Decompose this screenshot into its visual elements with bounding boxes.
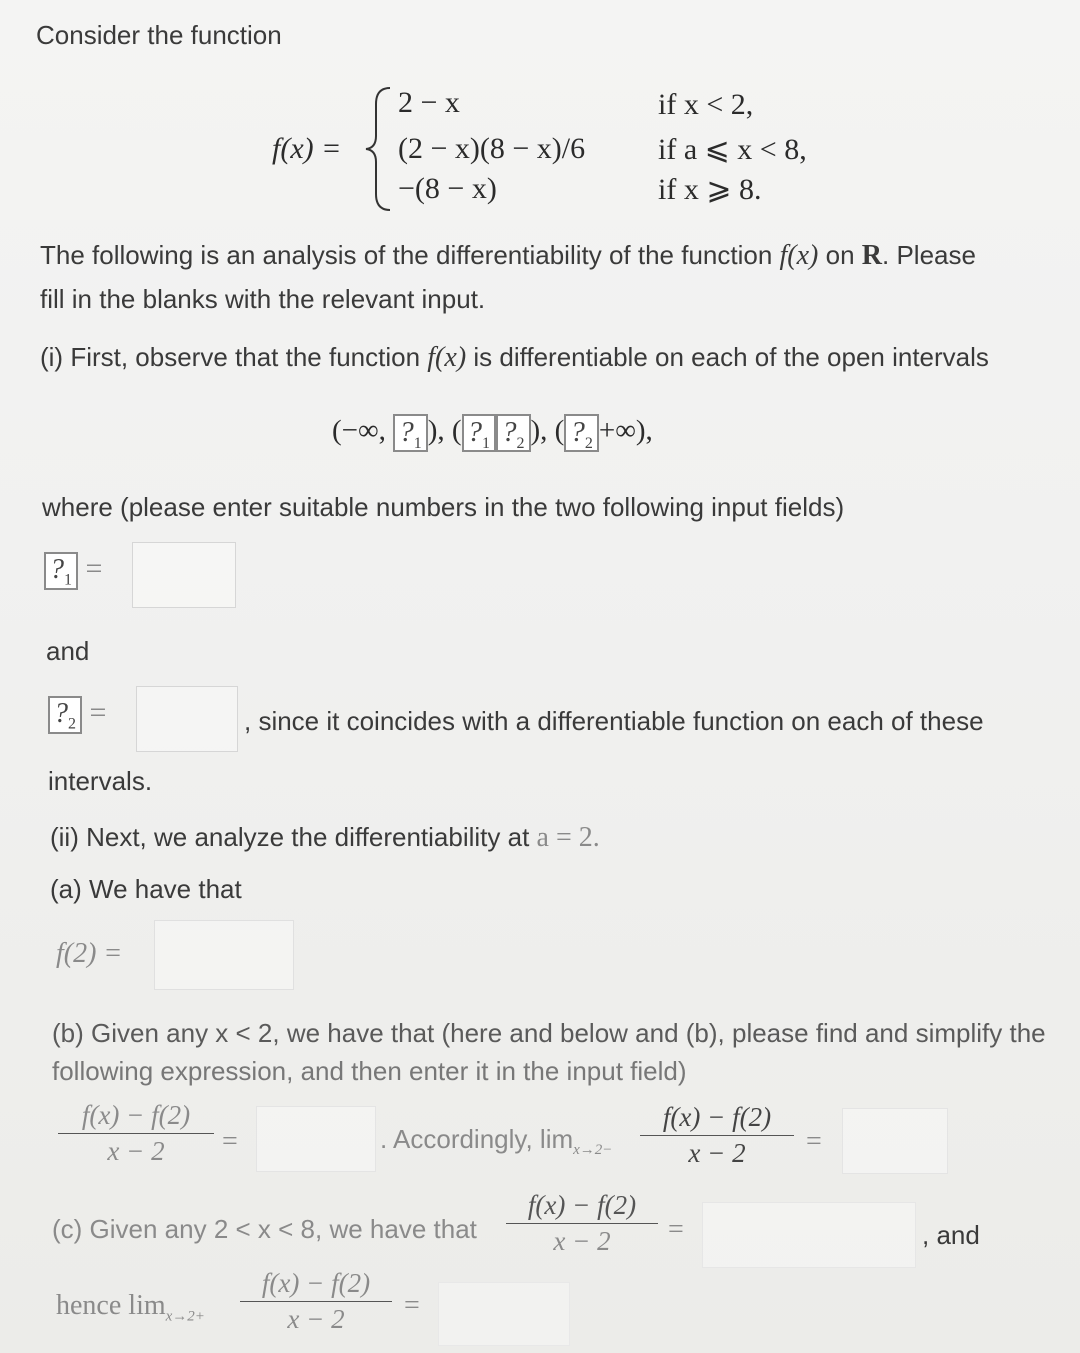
field2-input[interactable] — [136, 686, 238, 752]
hence-text: hence lim — [56, 1290, 166, 1321]
field1-eq: = — [85, 552, 103, 585]
part-ii-a-eq: a = 2. — [536, 822, 600, 853]
part-i-fx: f(x) — [427, 342, 467, 373]
part-c-limit-input[interactable] — [438, 1282, 570, 1346]
accordingly-text: . Accordingly, lim — [380, 1124, 574, 1154]
part-c-frac2-num: f(x) − f(2) — [261, 1268, 371, 1298]
field2-placeholder: $?_2$ — [48, 696, 82, 734]
placeholder-q1-b: $?_1$ — [462, 414, 497, 452]
analysis-fx: f(x) — [779, 240, 819, 271]
part-a-text: (a) We have that — [50, 874, 242, 904]
interval-close: +∞), — [598, 414, 653, 447]
case-1-expr: 2 − x — [398, 86, 460, 119]
field1-input[interactable] — [132, 542, 236, 608]
left-brace-icon — [364, 84, 394, 214]
case-2-cond: if a ⩽ x < 8, — [658, 133, 807, 166]
field2-eq: = — [89, 696, 107, 729]
part-c-eq2: = — [404, 1290, 420, 1321]
case-2-expr: (2 − x)(8 − x)/6 — [398, 132, 586, 165]
where-text: where (please enter suitable numbers in the two following input fields) — [42, 492, 845, 522]
case-1-cond: if x < 2, — [658, 88, 754, 121]
part-c-eq: = — [668, 1214, 684, 1245]
part-i-text — [40, 342, 989, 374]
field1-placeholder: $?_1$ — [44, 552, 78, 590]
part-b-line1: (b) Given any x < 2, we have that (here and below and (b), please find and simplify the — [52, 1018, 1046, 1048]
real-numbers-symbol: R — [861, 240, 882, 271]
part-b-input[interactable] — [256, 1106, 376, 1172]
analysis-intro-line2: fill in the blanks with the relevant input. — [40, 284, 486, 314]
part-c-fraction — [506, 1190, 658, 1257]
part-b-eq: = — [222, 1126, 238, 1157]
intervals-word: intervals. — [48, 766, 153, 796]
analysis-intro-line1 — [40, 240, 976, 272]
case-3-cond: if x ⩾ 8. — [658, 173, 762, 206]
f2-input[interactable] — [154, 920, 294, 990]
analysis-text-c: . Please — [882, 240, 976, 270]
part-ii-text — [50, 822, 600, 854]
part-i-text-a: (i) First, observe that the function — [40, 342, 421, 372]
function-lhs — [272, 132, 341, 166]
part-c-frac-num: f(x) − f(2) — [527, 1190, 637, 1220]
part-b-fraction — [58, 1100, 214, 1167]
part-b-eq2: = — [806, 1126, 822, 1157]
interval-sep1: ), ( — [427, 414, 462, 447]
part-c-fraction2 — [240, 1268, 392, 1335]
part-b-limit-input[interactable] — [842, 1108, 948, 1174]
part-c-input[interactable] — [702, 1202, 916, 1268]
analysis-text-a: The following is an analysis of the differentiability of the function — [40, 240, 773, 270]
part-i-text-b: is differentiable on each of the open intervals — [473, 342, 989, 372]
lim-sub-minus: x→2− — [573, 1142, 613, 1159]
interval-sep2: ), ( — [530, 414, 565, 447]
placeholder-q1-a: $?_1$ — [393, 414, 428, 452]
case-3-expr: −(8 − x) — [398, 172, 497, 205]
part-c-frac-den: x − 2 — [553, 1226, 611, 1256]
part-ii-label: (ii) Next, we analyze the differentiability at — [50, 822, 530, 852]
part-b-frac2-num: f(x) − f(2) — [662, 1102, 772, 1132]
part-c-text: (c) Given any 2 < x < 8, we have that — [52, 1214, 477, 1244]
part-b-fraction2 — [640, 1102, 794, 1169]
part-a-f2-label: f(2) = — [56, 938, 123, 969]
part-b-frac-num: f(x) − f(2) — [81, 1100, 191, 1130]
since-text: , since it coincides with a differentiable function on each of these — [244, 706, 984, 736]
part-a-f2 — [56, 938, 122, 970]
part-c-and: , and — [922, 1220, 980, 1250]
intervals-expression — [332, 414, 653, 452]
placeholder-q2-a: $?_2$ — [496, 414, 531, 452]
part-b-accordingly — [380, 1124, 612, 1159]
analysis-text-b: on — [825, 240, 855, 270]
function-lhs-label: f(x) = — [272, 132, 342, 165]
interval-open: (−∞, — [332, 414, 386, 447]
part-b-line2: following expression, and then enter it in the input field) — [52, 1056, 687, 1086]
and-text: and — [46, 636, 90, 666]
part-c-frac2-den: x − 2 — [287, 1304, 345, 1334]
lim-sub-plus: x→2+ — [165, 1308, 205, 1325]
placeholder-q2-b: $?_2$ — [564, 414, 599, 452]
field1-label — [44, 552, 102, 590]
field2-label — [48, 696, 106, 734]
part-b-frac2-den: x − 2 — [688, 1138, 746, 1168]
part-b-frac-den: x − 2 — [107, 1136, 165, 1166]
part-c-hence — [56, 1290, 205, 1326]
intro-text: Consider the function — [36, 20, 282, 50]
